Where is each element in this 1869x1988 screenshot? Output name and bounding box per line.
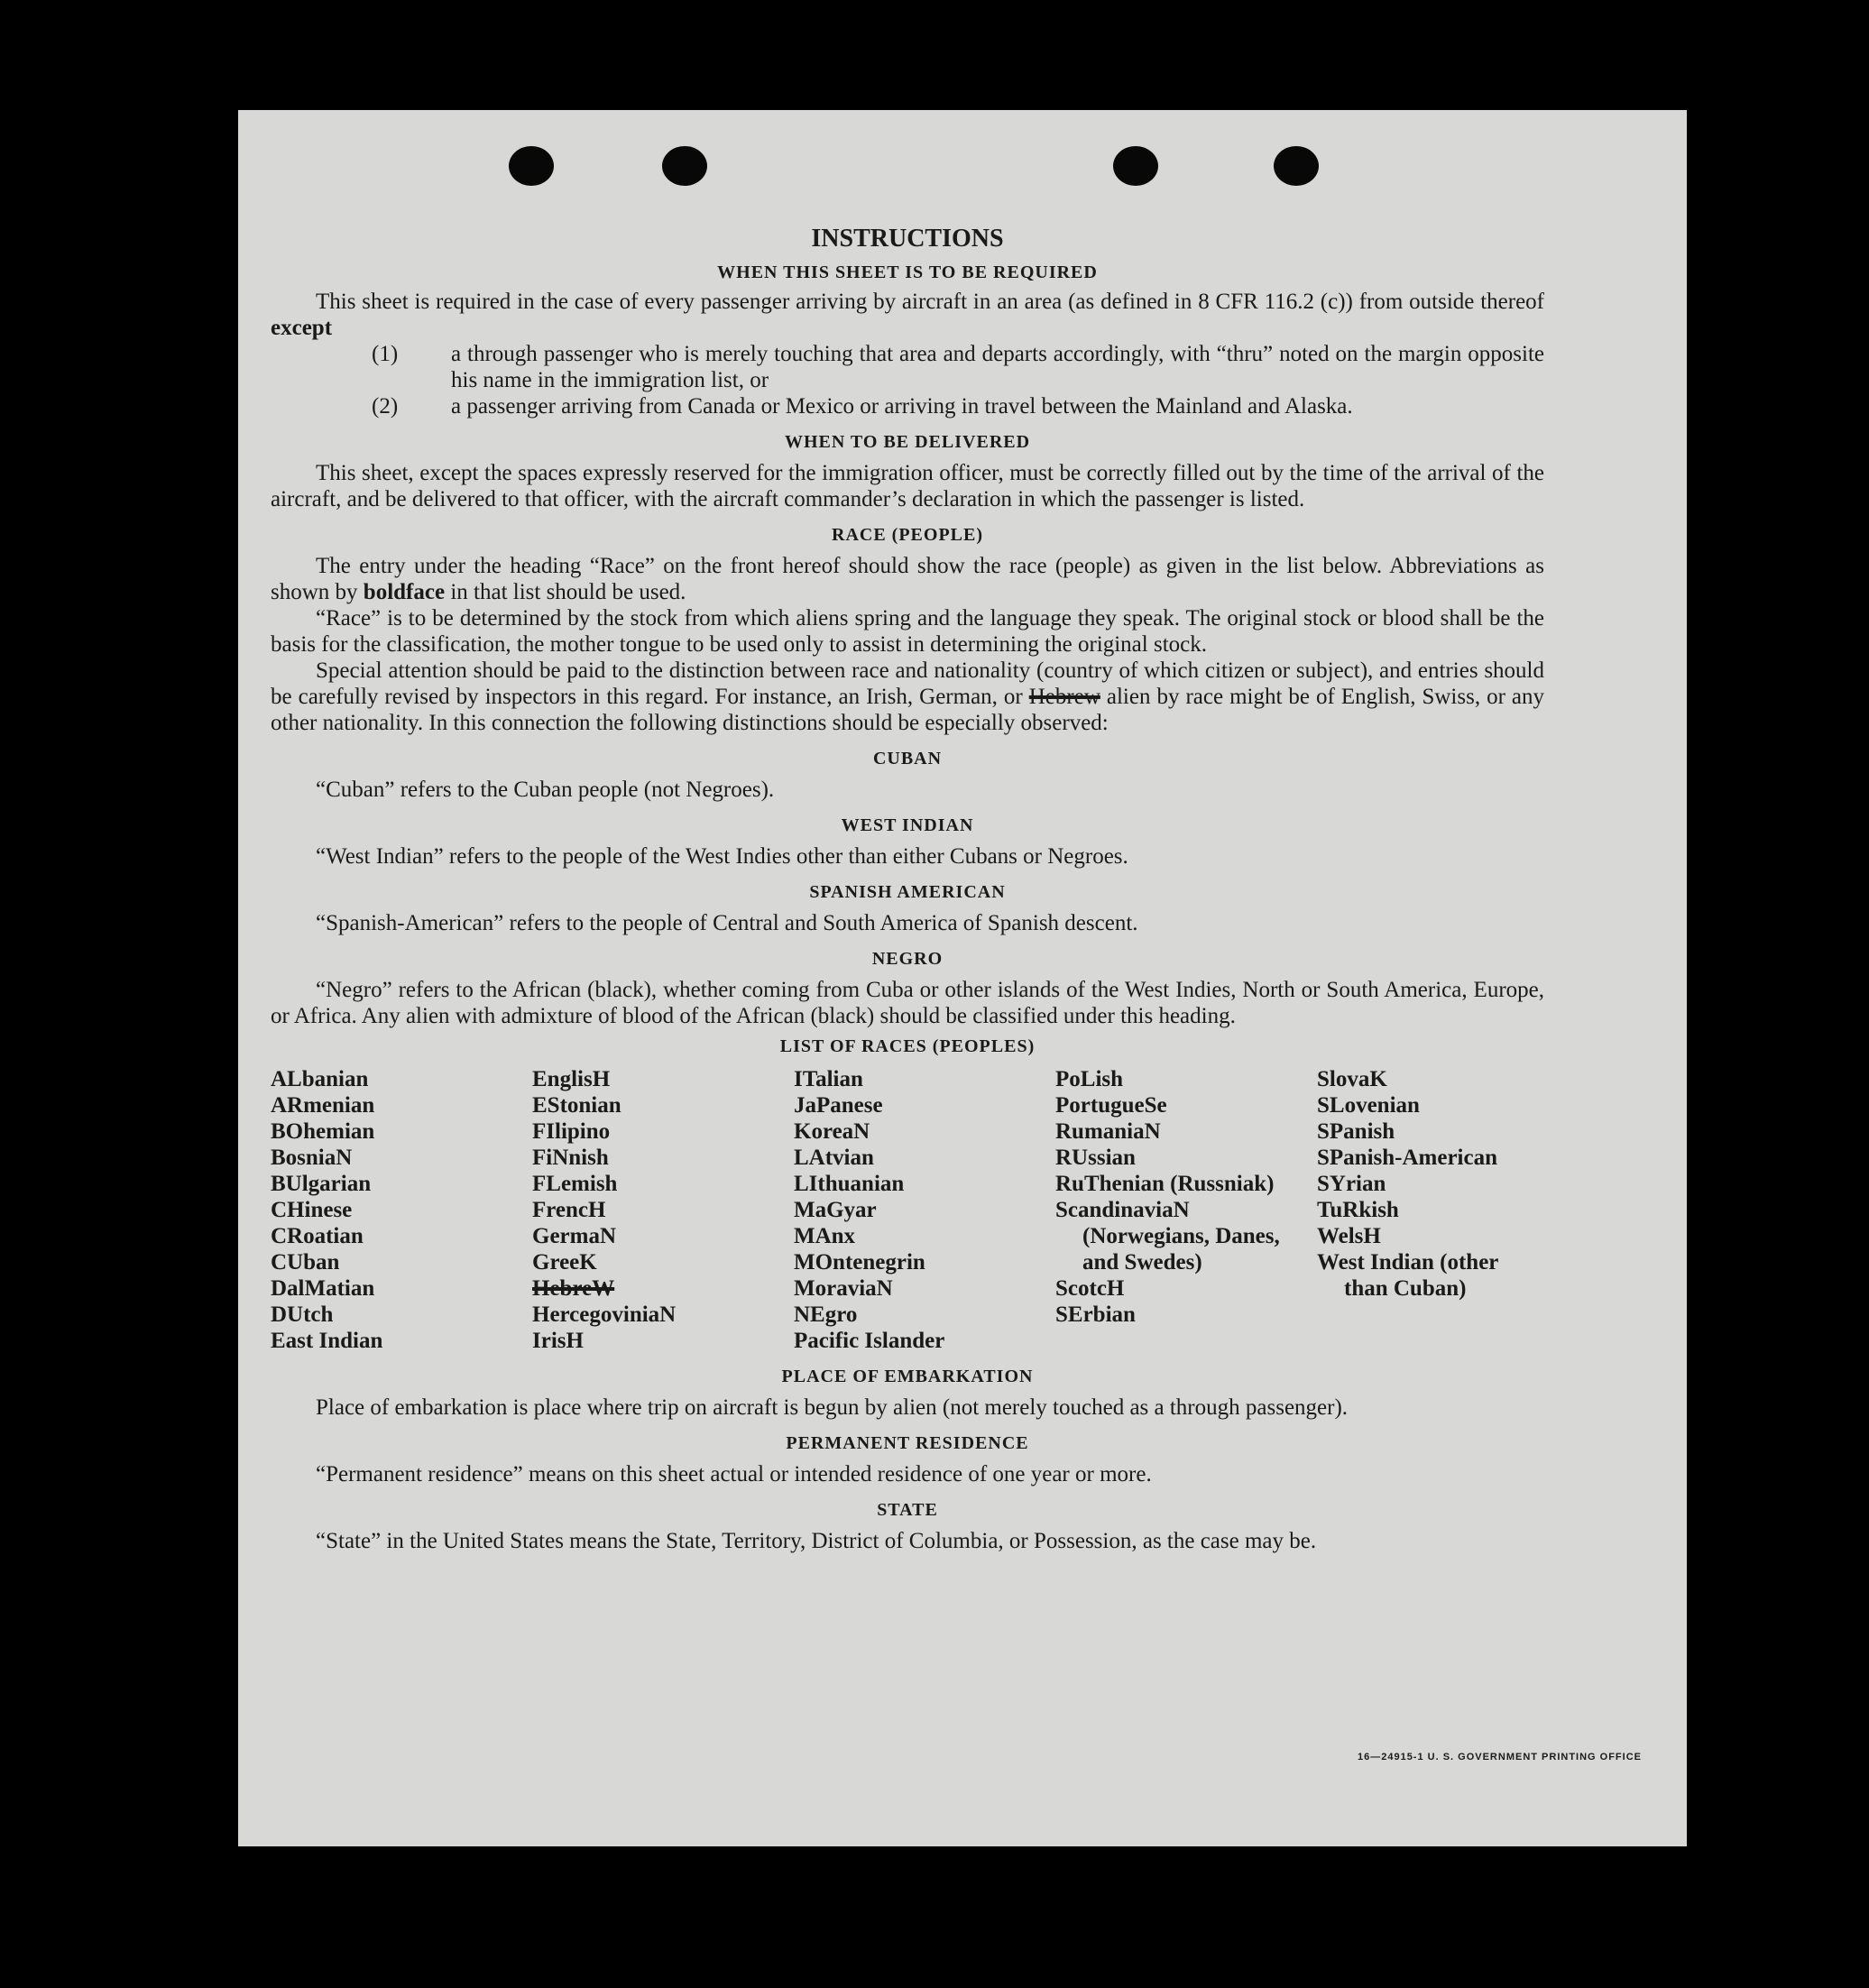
races-column <box>1055 1066 1317 1354</box>
state-text: “State” in the United States means the State, Territory, District of Columbia, or Possession, as the case may be. <box>316 1529 1317 1553</box>
race-entry: NEgro <box>794 1302 858 1327</box>
race-entry: SPanish <box>1317 1119 1395 1144</box>
races-column <box>1317 1066 1542 1354</box>
race-entry: BosniaN <box>271 1146 353 1170</box>
residence-text: “Permanent residence” means on this sheet actual or intended residence of one year or more. <box>316 1462 1152 1486</box>
race-entry: DalMatian <box>271 1276 375 1301</box>
delivered-text: This sheet, except the spaces expressly reserved for the immigration officer, must be correctly filled out by the time of the arrival of the aircraft, and be delivered to that officer, with the aircraft commander’s declaration in which the passenger is listed. <box>271 461 1544 511</box>
race-entry: WelsH <box>1317 1224 1381 1248</box>
races-column <box>532 1066 794 1354</box>
race-entry: RumaniaN <box>1055 1119 1161 1144</box>
race-entry: ITalian <box>794 1067 863 1091</box>
heading-when-required: WHEN THIS SHEET IS TO BE REQUIRED <box>717 262 1098 282</box>
race-entry: Pacific Islander <box>794 1329 945 1353</box>
exception-item-2: (2) a passenger arriving from Canada or Mexico or arriving in travel between the Mainland and Alaska. <box>372 394 1353 419</box>
race-entry: MOntenegrin <box>794 1250 925 1275</box>
race-entry: SErbian <box>1055 1302 1136 1327</box>
race-paragraph-2: “Race” is to be determined by the stock from which aliens spring and the language they speak. The original stock or blood shall be the basis for the classification, the mother tongue to be used only to assist in determining the original stock. <box>271 606 1544 657</box>
race-entry: LAtvian <box>794 1146 874 1170</box>
race-entry: RUssian <box>1055 1146 1136 1170</box>
race-entry: JaPanese <box>794 1093 883 1118</box>
heading-race: RACE (PEOPLE) <box>832 525 983 545</box>
race-paragraph-1: The entry under the heading “Race” on the front hereof should show the race (people) as given in the list below. Abbreviations as shown by boldface in that list should be used. <box>271 554 1544 604</box>
embarkation-text: Place of embarkation is place where trip on aircraft is begun by alien (not merely touched as a through passenger). <box>316 1395 1349 1420</box>
race-entry: FLemish <box>532 1172 618 1196</box>
heading-cuban: CUBAN <box>872 749 943 769</box>
race-entry: SYrian <box>1317 1172 1386 1196</box>
race-entry: ScandinaviaN (Norwegians, Danes, and Swedes) <box>1055 1198 1280 1275</box>
races-list <box>271 1066 1544 1354</box>
heading-when-delivered: WHEN TO BE DELIVERED <box>784 432 1031 452</box>
race-entry: EStonian <box>532 1093 621 1118</box>
race-entry: PortugueSe <box>1055 1093 1167 1118</box>
punch-hole <box>1274 146 1319 186</box>
race-entry: West Indian (other than Cuban) <box>1317 1250 1498 1301</box>
document-sheet <box>238 110 1687 1846</box>
races-column <box>271 1066 532 1354</box>
race-entry: MoraviaN <box>794 1276 893 1301</box>
race-entry: FIlipino <box>532 1119 611 1144</box>
race-entry: MAnx <box>794 1224 856 1248</box>
race-entry: ARmenian <box>271 1093 375 1118</box>
race-entry: BUlgarian <box>271 1172 372 1196</box>
race-entry: ALbanian <box>271 1067 369 1091</box>
race-entry: CHinese <box>271 1198 353 1222</box>
punch-hole <box>662 146 707 186</box>
required-intro: This sheet is required in the case of every passenger arriving by aircraft in an area (as defined in 8 CFR 116.2 (c)) from outside thereof except <box>271 290 1544 340</box>
race-entry: HercegoviniaN <box>532 1302 677 1327</box>
race-entry: ScotcH <box>1055 1276 1125 1301</box>
cuban-text: “Cuban” refers to the Cuban people (not Negroes). <box>316 778 775 802</box>
race-entry: FiNnish <box>532 1146 609 1170</box>
instructions-content <box>271 223 1544 1554</box>
punch-hole <box>509 146 554 186</box>
west-indian-text: “West Indian” refers to the people of the West Indies other than either Cubans or Negroes. <box>316 844 1128 869</box>
race-entry: CRoatian <box>271 1224 364 1248</box>
race-entry: CUban <box>271 1250 340 1275</box>
heading-place-of-embarkation: PLACE OF EMBARKATION <box>781 1367 1034 1386</box>
race-entry: KoreaN <box>794 1119 870 1144</box>
races-column <box>794 1066 1055 1354</box>
race-entry-struck: HebreW <box>532 1276 615 1301</box>
race-entry: BOhemian <box>271 1119 375 1144</box>
race-entry: RuThenian (Russniak) <box>1055 1172 1275 1196</box>
race-entry: DUtch <box>271 1302 334 1327</box>
heading-negro: NEGRO <box>871 949 944 969</box>
race-entry: PoLish <box>1055 1067 1124 1091</box>
heading-permanent-residence: PERMANENT RESIDENCE <box>786 1433 1029 1453</box>
heading-state: STATE <box>877 1500 938 1520</box>
punch-hole <box>1113 146 1158 186</box>
race-entry: FrencH <box>532 1198 606 1222</box>
heading-list-of-races: LIST OF RACES (PEOPLES) <box>779 1036 1036 1056</box>
spanish-american-text: “Spanish-American” refers to the people of Central and South America of Spanish descent. <box>316 911 1138 935</box>
heading-west-indian: WEST INDIAN <box>841 815 974 835</box>
race-entry: MaGyar <box>794 1198 877 1222</box>
race-entry: SLovenian <box>1317 1093 1420 1118</box>
page-title: INSTRUCTIONS <box>811 225 1004 253</box>
race-entry: IrisH <box>532 1329 584 1353</box>
race-entry: EnglisH <box>532 1067 611 1091</box>
race-entry: East Indian <box>271 1329 383 1353</box>
race-paragraph-3: Special attention should be paid to the distinction between race and nationality (country of which citizen or subject), and entries should be carefully revised by inspectors in this regard. For instance, an Irish, German, or Hebrew alien by race might be of English, Swiss, or any other nationality. In this connection the following distinctions should be especially observed: <box>271 658 1544 735</box>
race-entry: GermaN <box>532 1224 617 1248</box>
negro-text: “Negro” refers to the African (black), whether coming from Cuba or other islands of the West Indies, North or South America, Europe, or Africa. Any alien with admixture of blood of the African (black) should be classified under this heading. <box>271 978 1544 1028</box>
heading-spanish-american: SPANISH AMERICAN <box>809 882 1006 902</box>
exception-item-1: (1) a through passenger who is merely touching that area and departs accordingly, with “thru” noted on the margin opposite his name in the immigration list, or <box>372 342 1544 392</box>
printer-imprint: 16—24915-1 U. S. GOVERNMENT PRINTING OFFICE <box>1357 1752 1642 1763</box>
race-entry: GreeK <box>532 1250 597 1275</box>
race-entry: LIthuanian <box>794 1172 905 1196</box>
race-entry: SPanish-American <box>1317 1146 1497 1170</box>
race-entry: SlovaK <box>1317 1067 1387 1091</box>
race-entry: TuRkish <box>1317 1198 1399 1222</box>
